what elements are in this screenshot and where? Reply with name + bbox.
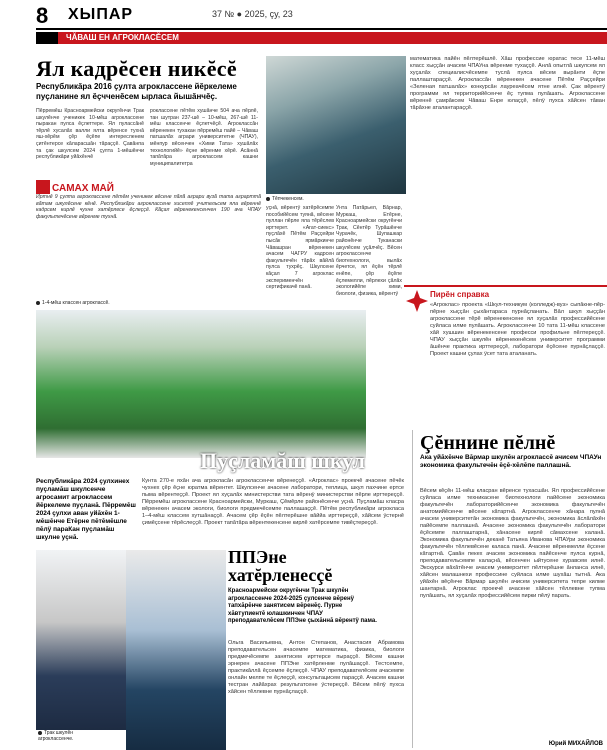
article1-col4: Унта Патăрьел, Вăрнар, Муркаш, Етĕрне, Красноармейски округĕнчи Трак, Сĕнтĕр Турăшĕнче Чурачĕк, Шупашкар районĕнче Туканаски шкулĕсем уçăлчĕç. Вĕсен агроклассенче биотехнологи, вылăх ĕрчетсе, ял ĕçĕн тĕрлĕ енĕпе, çĕр ĕçĕпе ĕçлемелли, пĕрлехи çăлăх экологийĕпе хими, биологи, физика, вĕрентÿ <box>336 205 402 297</box>
author-name: Юрий МИХАЙЛОВ <box>548 741 603 747</box>
page-number: 8 <box>36 3 49 28</box>
article1-title: Ял кадрĕсен никĕсĕ <box>36 56 237 81</box>
ornament-icon <box>406 290 428 312</box>
photo-researchers <box>266 56 406 194</box>
article1-lead: Республикăра 2016 çулта агроклассене йĕркелеме пуçланине ял ĕçчченĕсем ырласа йышăнчĕç. <box>36 82 237 101</box>
rubric-mark <box>36 32 58 44</box>
photo3-caption: Трак шкулĕн агроклассенче. <box>38 730 74 742</box>
article4-lead: Ака уйăхĕнче Вăрмар шкулĕн агроклассĕ ачисем ЧПАУн экономика факультечĕн ĕçĕ-хĕлĕпе паллашнă. <box>420 454 602 469</box>
left-margin <box>0 0 30 750</box>
caption-dot-icon <box>36 301 40 305</box>
info-box-title: Пирĕн справка <box>430 290 490 299</box>
issue-info: 37 № ● 2025, çу, 23 <box>212 9 293 19</box>
article3-body: Ольга Васильевна, Антон Степанов, Анастасия Абрамова преподавательсен ачасемпе математика, физика, биологи предмечĕсемпе занятисем ирттерсе пыраççĕ. Вĕсем кашни эрнерен ачасене ППЭне хатĕрленме пулăшаççĕ. Тестсемпе, практикăллă ĕçсемпе ĕçлеççĕ. ЧПАУ преподавателĕсем ачасемпе онлайн мелпе те ĕçлеççĕ, консультацисем параççĕ. Ачасем кашни тестран лайăхрах результатсене ÿстереççĕ. Вĕсем пĕлÿ пухса хăйсен тĕллевне пурнăçлаççĕ. <box>228 640 404 695</box>
article1-col1: Пĕрремĕш Красноармейски округĕнчи Трак шкулĕнче ученикек 10-мĕш агроклассене пыракан пулса ĕçлеттере. Ял пулассăнĕ тĕрлĕ хусалăх валли ялта вĕренсе тухнă яш-хĕрĕм çĕр ĕçĕпе интересленем çитĕнтерсе кăларасшăн тăраççĕ. Çавăнпа та çак шкулсем 2024 çулта 1-мĕшĕнчи республикăри уйăхĕнчĕ <box>36 108 144 161</box>
photo-microscope-class <box>36 310 366 458</box>
article4-body: Вĕсем кĕçĕн 11-мĕш класран вĕренсе тухасшăн. Ял профессийĕсене суйласа илме техникасене биотехнологи пайĕсене экономика факультечĕн лабораторийĕсенче экономика факультечĕн анатомийĕсенче вĕсене кăтартнă. Агроклассенче хăнара пулнă ачасем университетăн экономика факультечĕн, экономика ăслăлăхĕн пайĕсемпе паллашнă. Ачасене экономика факультечĕн лаборатори ĕçĕсемпе паллаштарнă, хăнасене кирлĕ сăмахсене каланă. Экономика факультечĕн деканĕ Татьяна Иванова ЧПАУри экономика факультечĕн тĕллевĕсене каласа панă. Ачасене вĕренмелли ĕçсене кăтартнă. Çавăн пекех ачасем экономика пайĕсенче пулса курнă, преподавательсемпе калаçнă, вĕсенчен ыйтусене хуравсем илнĕ. Экскурси вăхăтĕнче ачасем университет пĕлтерĕшне ăнланса илнĕ, хăйсен малашнехи профессине суйласа илме шухăш тытнă. Ака уйăхĕн вĕçĕнче Вăрмар шкулĕн ачисем университета тепре килме шантарнă. Агроклас проекчĕ ачасене хăйсен тĕллевне тупма пулăшать, ял хуçалăх профессийĕсем пирки пĕлÿ парать. <box>420 488 605 599</box>
photo2-caption: 1-4-мĕш классен агроклассĕ. <box>36 300 110 306</box>
article1-col5: математика пайĕн пĕлтерĕшлĕ. Хăш профессие юратас тесе 11-мĕш класс хыççăн ачасем ЧПАУна вĕренме тухаççĕ. Анлă опытлă шкулсем ял хуçалăх специалисчĕсемпе туслă пулса вĕсем вырăнти ĕçпе паллаштараççĕ. Агроклассăн вĕренекен ачасене Пĕтĕм Раççейри «Зеленая патшалăх» конкурсăн лауреачĕсем ятне илнĕ. Çак вĕрентÿ программи ял территорийĕсенче ĕç тупма пулăшать. Агроклассене вĕреннĕ çамрăксем Чăваш Енре юлаççĕ, пĕлÿ пухса хăйсен тăван тăрăхне аталантараççĕ. <box>410 56 605 111</box>
quote-marker-icon <box>36 180 50 194</box>
caption-dot-icon <box>38 731 42 735</box>
photo-students-right <box>126 550 226 750</box>
column-divider <box>412 430 413 748</box>
article3-title: ППЭне хатĕрленесçĕ <box>228 547 333 585</box>
photo-students-left <box>36 550 126 730</box>
article3-lead: Красноармейски округĕнчи Трак шкулĕн агроклассенче 2024-2025 çулсенче вĕренÿ тапхăрĕнче занятисем вĕренĕç. Пурне хăвтупиентĕ юлашкинчен ЧПАУ преподавателĕсем ППЭне çыхăннă вĕрентÿ пама. <box>228 588 377 625</box>
article2-body: Кунта 270-е яхăн ача агрокласăн агроклассенче вĕренеççĕ. «Агроклас» проекчĕ ачасене пĕчĕк чухнех çĕр ĕçне юратма вĕрентет. Шкулсенче ачасене лаборатори, теплица, шкул пахчине ертсе пыма вĕрентеççĕ. Проект ял хуçалăх министерстви тата вĕренÿ министерстви пĕрле ирттереççĕ. Пĕрремĕш агроклассене Красноармейски, Муркаш, Çĕмĕрле районĕсенче уçнă. Пуçламăш класра вĕренекен ачасем экологи, биологи предмечĕсемпе паллашаççĕ. Пĕтĕм республикăри агрокласа 1–4-мĕш классем хутшăнаççĕ. Ачасем çĕр ĕçĕн пĕлтерĕшне вăййа ирттереççĕ, хăйсем ÿстернĕ çимĕçсене тĕрĕслеççĕ. Проект тапăтăра вĕрентекенсене кирлĕ хатĕрсемпе тивĕçтереççĕ. <box>142 478 404 526</box>
caption-dot-icon <box>266 197 270 201</box>
article1-col3: уçнă, вĕрентÿ хатĕрĕсемпе пособийĕсем туянă, вĕсене пуллан пĕрле яла тĕрĕслев ирттерет. «Агат-сиекс» пуçлăхĕ Пĕтĕм Раççейри пысăк ярмăркинче Чăвашран вĕренекен ачасем ЧАГРУ кадрсен факультечĕн тăрăх вăйлă пулса тухрĕç. Шкулсене кăçал 7 агроклас эксперименчĕн сертификачĕ панă. <box>266 205 334 291</box>
article2-title: Пуçламăш шкул <box>200 448 366 473</box>
photo1-caption: Тĕпчекенсем. <box>266 196 304 202</box>
info-box-body: «Агроклас» проекта «Шкул-техникум (колледж)-вуз» сыпăкне-пĕр-пĕрне хыççăн çыхăнтараса пурнăçланать. Вăл шкул хыççăн агроклассене тĕрĕ вĕренекенсене ял хуçалăх профессийĕсене суйласа илме пулăшать. Агроклассенче 10 тата 11-мĕш классене хăй хушшин вĕренекенсене професси профильне пĕлтереççĕ. ЧПАУ хыççăн шкулĕн вĕренекенĕсем университет программи ăшĕнче практика ирттереççĕ, лаборатори ĕçĕсене пурнăçлаççĕ. Проект кашни çулах ÿсет тата аталанать. <box>430 302 605 357</box>
header-rule <box>36 28 607 30</box>
quote-text: Иртнĕ 9 çулта агроклассене пĕтĕм ученикек вĕсене пăлă аграри вузă тата аграрттă вăтам шкулĕсене кĕнĕ. Республикăри агроклассене хисеплĕ учительсем яла вĕреннĕ кадрсем кирлĕ чухне хатĕрлесе ĕçлеççĕ. Кăçал вĕренекенсенчен 190 ача ЧПАУ факультечĕсене вĕренме тухнă. <box>36 194 261 220</box>
article4-title: Çĕннине пĕлнĕ <box>420 432 556 454</box>
quote-title: САМАХ МАЙ <box>52 183 114 194</box>
rubric-bar: ЧĂВАШ ЕН АГРОКЛАСĔСЕМ <box>36 32 607 44</box>
article1-col2: роклассене пĕтĕм хушăнче 504 ача пĕрлĕ, тан шутран 237-шĕ – 10-мĕш, 267-шĕ 11-мĕш классенче ĕçлетчĕçĕ. Агроклассăн вĕренекен тухакан пĕрремĕш пайĕ – Чăваш патшалăх аграри университетне (ЧПАУ), мĕнпур вĕсенчен «Хими Тата» хушăлăх технологийĕ» ĕçне вĕренме хĕрĕ. Асăннă тапăтăра агроклассем кашни муниципалитетра <box>150 108 258 167</box>
paper-name: ХЫПАР <box>68 6 134 23</box>
article2-lead: Республикăра 2024 çулхинех пуçламăш шкулсенче агросамит агроклассем йĕркелеме пуçланă. Пĕрремĕш 2024 çулхи аван уйăхĕн 1-мĕшĕнче Етĕрне пĕтĕмĕшле пĕлÿ параКан пуçламăш шкулне уçнă. <box>36 478 136 541</box>
